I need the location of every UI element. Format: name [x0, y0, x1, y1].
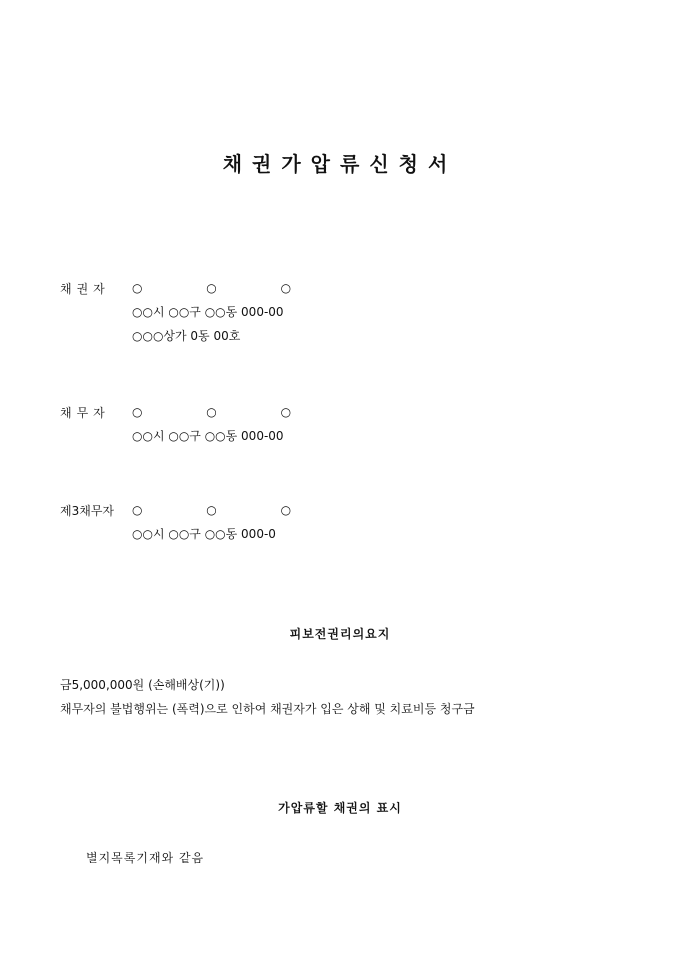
debtor-block	[60, 400, 321, 448]
creditor-address-line-1: ○○시 ○○구 ○○동 000-00	[132, 305, 284, 319]
creditor-address-line-2: ○○○상가 0동 00호	[132, 329, 241, 343]
creditor-name: ○ ○ ○	[132, 281, 322, 295]
claim-amount-line: 금5,000,000원 (손해배상(기))	[60, 678, 225, 692]
third-debtor-block	[60, 498, 321, 546]
third-debtor-label: 제3채무자	[60, 503, 115, 518]
claim-description-line: 채무자의 불법행위는 (폭력)으로 인하여 채권자가 입은 상해 및 치료비등 청구금	[60, 702, 475, 716]
debtor-label: 채무자	[60, 405, 110, 420]
third-debtor-name: ○ ○ ○	[132, 503, 322, 517]
debtor-address-line-1: ○○시 ○○구 ○○동 000-00	[132, 429, 284, 443]
document-title: 채권가압류신청서	[222, 152, 458, 176]
creditor-label: 채권자	[60, 281, 110, 296]
seized-claim-heading: 가압류할 채권의 표시	[278, 801, 402, 815]
third-debtor-address-line-1: ○○시 ○○구 ○○동 000-0	[132, 527, 276, 541]
secured-claim-heading: 피보전권리의요지	[289, 627, 391, 641]
creditor-block	[60, 276, 321, 348]
debtor-name: ○ ○ ○	[132, 405, 322, 419]
seized-claim-body: 별지목록기재와 같음	[86, 851, 205, 865]
